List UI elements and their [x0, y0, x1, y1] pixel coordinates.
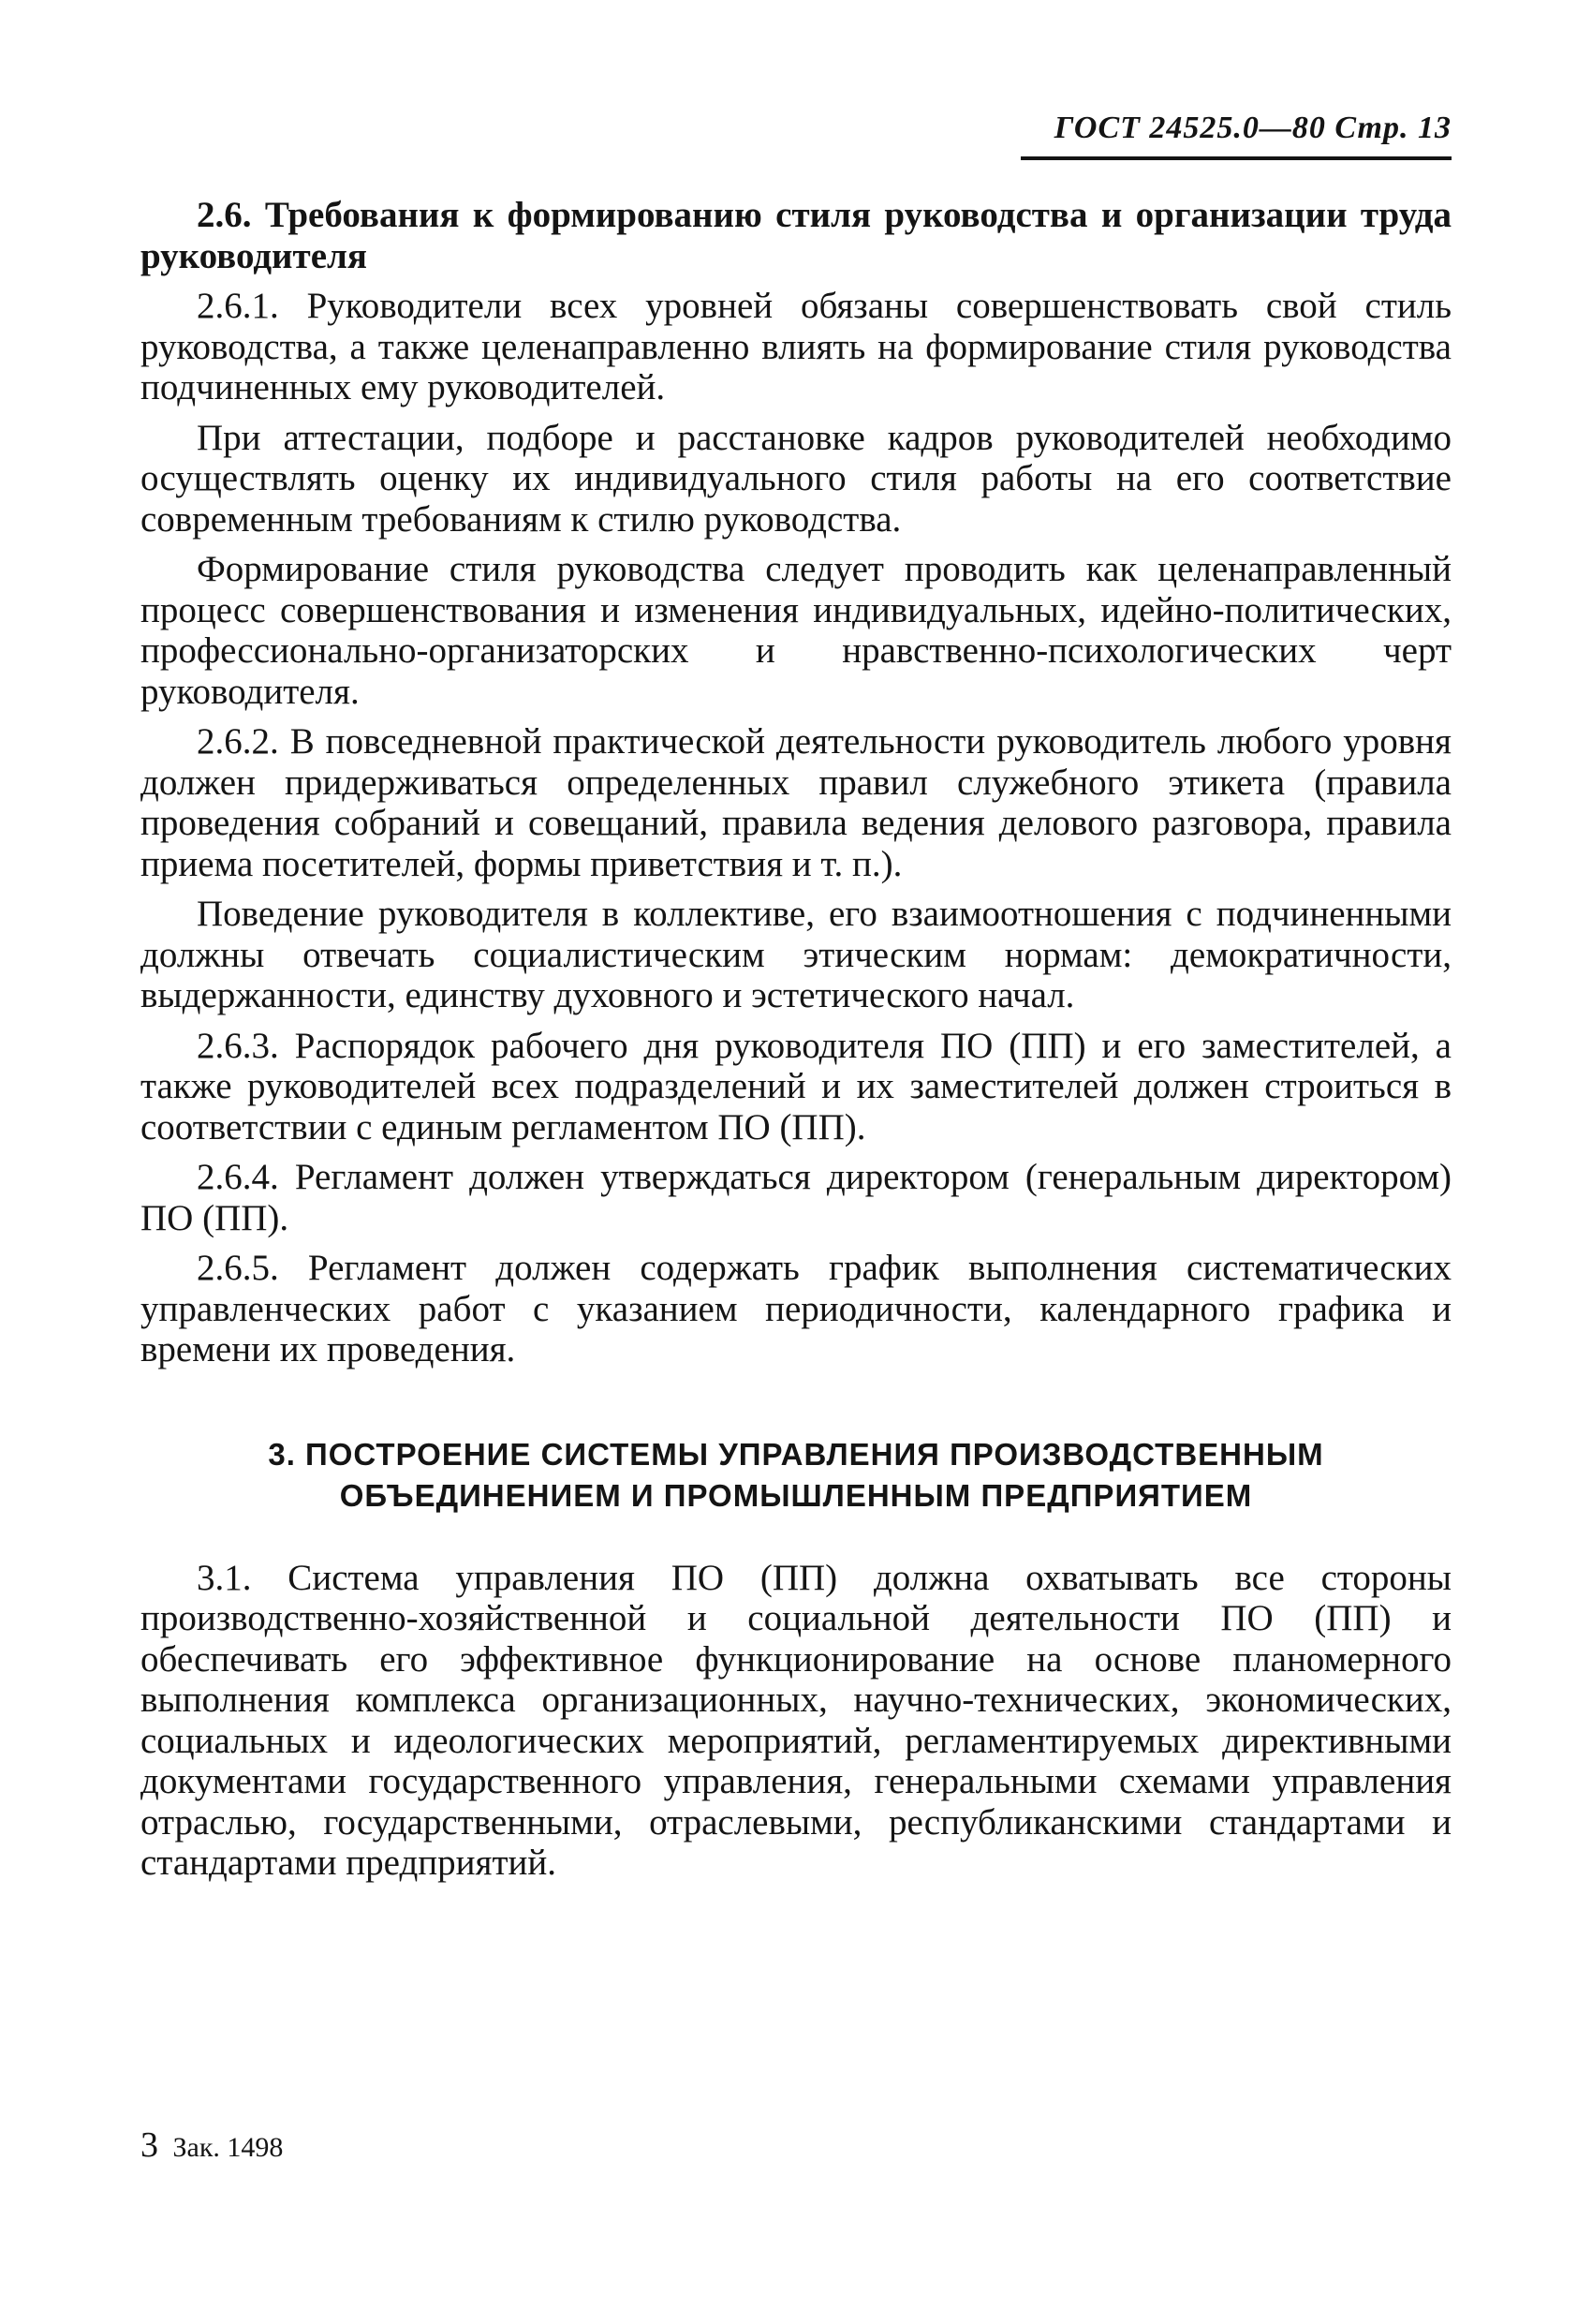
paragraph-3-1: 3.1. Система управления ПО (ПП) должна охватывать все стороны производственно-хозяйственной и социальной деятельности ПО (ПП) и обеспечивать его эффективное функционирование на основе планомерного выполнения комплекса организационных, научно-технических, экономических, социальных и идеологических мероприятий, регламентируемых директивными документами государственного управления, генеральными схемами управления отраслью, государственными, отраслевыми, республиканскими стандартами и стандартами предприятий. [140, 1557, 1452, 1883]
paragraph-2-6-1: 2.6.1. Руководители всех уровней обязаны совершенствовать свой стиль руководства, а также целенаправленно влиять на формирование стиля руководства подчиненных ему руководителей. [140, 286, 1452, 407]
page-body [140, 195, 1452, 1893]
paragraph-behavior: Поведение руководителя в коллективе, его взаимоотношения с подчиненными должны отвечать социалистическим этическим нормам: демократичности, выдержанности, единству духовного и эстетического начал. [140, 894, 1452, 1015]
header-rule [1021, 156, 1452, 160]
paragraph-2-6-4: 2.6.4. Регламент должен утверждаться директором (генеральным директором) ПО (ПП). [140, 1157, 1452, 1238]
paragraph-2-6-3: 2.6.3. Распорядок рабочего дня руководителя ПО (ПП) и его заместителей, а также руководителей всех подразделений и их заместителей должен строиться в соответствии с единым регламентом ПО (ПП). [140, 1025, 1452, 1147]
paragraph-2-6-2: 2.6.2. В повседневной практической деятельности руководитель любого уровня должен придерживаться определенных правил служебного этикета (правила проведения собраний и совещаний, правила ведения делового разговора, правила приема посетителей, формы приветствия и т. п.). [140, 721, 1452, 884]
order-label: Зак. 1498 [172, 2132, 284, 2163]
paragraph-2-6-5: 2.6.5. Регламент должен содержать график выполнения систематических управленческих работ с указанием периодичности, календарного графика и времени их проведения. [140, 1248, 1452, 1369]
footer [140, 2124, 283, 2166]
chapter-3-title-line-1: 3. ПОСТРОЕНИЕ СИСТЕМЫ УПРАВЛЕНИЯ ПРОИЗВОДСТВЕННЫМ [268, 1436, 1324, 1472]
chapter-3-heading [140, 1434, 1452, 1517]
paragraph-style-formation: Формирование стиля руководства следует проводить как целенаправленный процесс совершенствования и изменения индивидуальных, идейно-политических, профессионально-организаторских и нравственно-психологических черт руководителя. [140, 549, 1452, 712]
section-2-6-title: 2.6. Требования к формированию стиля руководства и организации труда руководителя [140, 195, 1452, 276]
chapter-3-title-line-2: ОБЪЕДИНЕНИЕМ И ПРОМЫШЛЕННЫМ ПРЕДПРИЯТИЕМ [339, 1477, 1253, 1513]
sheet-number: 3 [140, 2125, 158, 2165]
running-header: ГОСТ 24525.0—80 Стр. 13 [1054, 111, 1452, 145]
paragraph-attestation: При аттестации, подборе и расстановке кадров руководителей необходимо осуществлять оценку их индивидуального стиля работы на его соответствие современным требованиям к стилю руководства. [140, 417, 1452, 540]
